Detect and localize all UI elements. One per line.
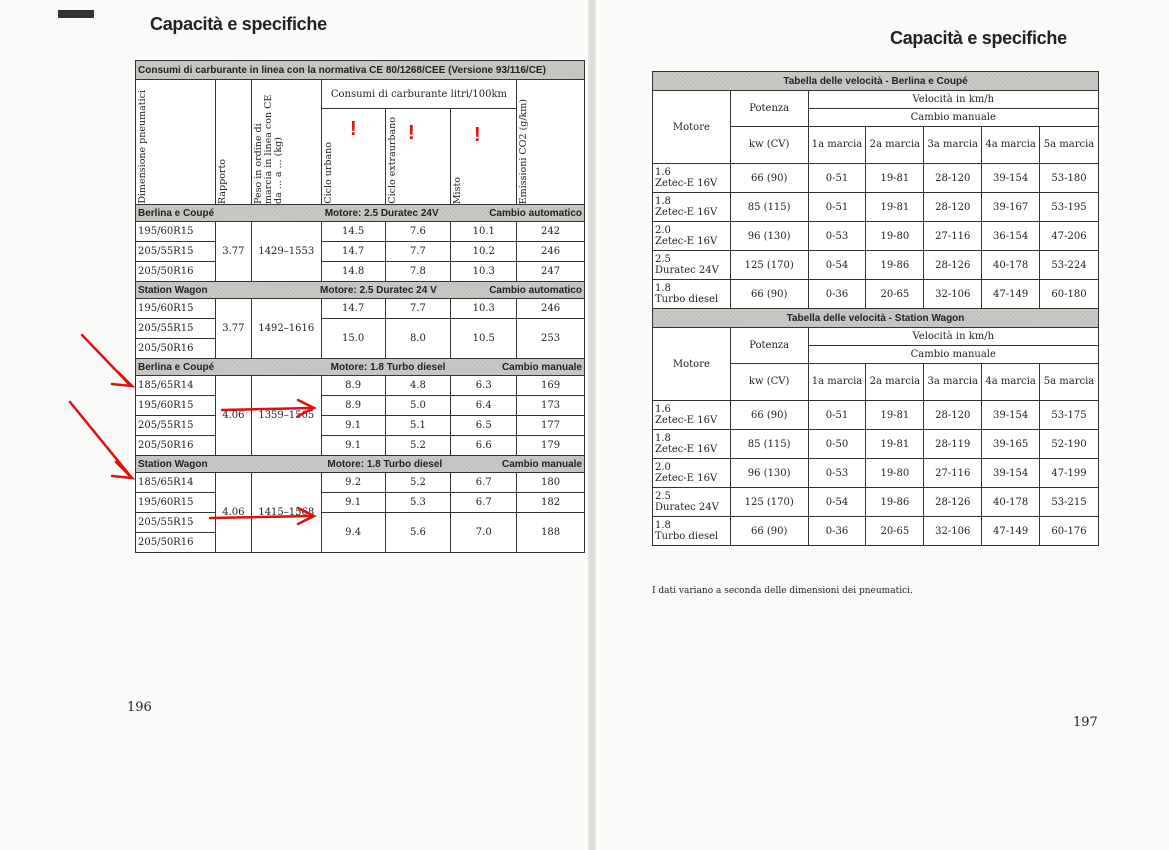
- table-row: 205/50R16 9.1 5.2 6.6 179: [136, 436, 585, 456]
- col-gear: 5a marcia: [1040, 126, 1099, 163]
- col-gear: 4a marcia: [982, 126, 1040, 163]
- table-row: 195/60R15 3.77 1429–1553 14.5 7.6 10.1 242: [136, 222, 585, 242]
- table-row: 1.6 Zetec-E 16V 66 (90) 0-51 19-81 28-120 39-154 53-180: [653, 164, 1099, 193]
- exclaim-mark-extra: !: [408, 122, 415, 144]
- left-page-number: 196: [127, 700, 152, 715]
- col-co2: Emissioni CO2 (g/km): [518, 98, 530, 204]
- page-gutter: [588, 0, 596, 850]
- table-row: 1.8 Zetec-E 16V 85 (115) 0-51 19-81 28-120 39-167 53-195: [653, 193, 1099, 222]
- col-gear: 1a marcia: [808, 126, 866, 163]
- tyre-note: I dati variano a seconda delle dimensioni dei pneumatici.: [652, 586, 913, 596]
- col-speed: Velocità in km/h: [808, 91, 1098, 109]
- table-row: 2.0 Zetec-E 16V 96 (130) 0-53 19-80 27-116 36-154 47-206: [653, 222, 1099, 251]
- col-gear: 3a marcia: [924, 363, 982, 400]
- red-arrow-shaft: [222, 408, 312, 410]
- col-gear: 2a marcia: [866, 363, 924, 400]
- table-row: 1.6 Zetec-E 16V 66 (90) 0-51 19-81 28-120 39-154 53-175: [653, 401, 1099, 430]
- consumption-table-title: Consumi di carburante in linea con la normativa CE 80/1268/CEE (Versione 93/116/CE): [136, 61, 585, 80]
- table-row: 205/55R15 14.7 7.7 10.2 246: [136, 242, 585, 262]
- col-gear: 2a marcia: [866, 126, 924, 163]
- right-page-title: Capacità e specifiche: [890, 28, 1067, 48]
- col-weight: Peso in ordine di marcia in linea con CE da ... a ... (kg): [252, 94, 284, 204]
- table-row: 2.5 Duratec 24V 125 (170) 0-54 19-86 28-126 40-178 53-215: [653, 488, 1099, 517]
- table-row: 185/65R14 4.06 1415–1568 9.2 5.2 6.7 180: [136, 473, 585, 493]
- section-header: Berlina e Coupé Motore: 1.8 Turbo diesel Cambio manuale: [136, 359, 585, 376]
- col-power: Potenza: [730, 91, 808, 127]
- red-arrow-head: [112, 372, 132, 386]
- section-header: Station Wagon Motore: 2.5 Duratec 24 V Cambio automatico: [136, 282, 585, 299]
- table-row: 205/50R16 14.8 7.8 10.3 247: [136, 262, 585, 282]
- left-page-title: Capacità e specifiche: [150, 14, 327, 34]
- table-row: 1.8 Turbo diesel 66 (90) 0-36 20-65 32-106 47-149 60-176: [653, 517, 1099, 546]
- table-row: 195/60R15 8.9 5.0 6.4 173: [136, 396, 585, 416]
- table-row: 2.5 Duratec 24V 125 (170) 0-54 19-86 28-126 40-178 53-224: [653, 251, 1099, 280]
- table-row: 205/50R16: [136, 533, 585, 553]
- col-tyre: Dimensione pneumatici: [137, 90, 148, 204]
- exclaim-mark-urban: !: [350, 118, 357, 140]
- section-header: Berlina e Coupé Motore: 2.5 Duratec 24V Cambio automatico: [136, 205, 585, 222]
- col-consumption-group: Consumi di carburante litri/100km: [321, 80, 516, 109]
- right-page-number: 197: [1073, 715, 1098, 730]
- table-row: 205/55R15 9.1 5.1 6.5 177: [136, 416, 585, 436]
- table-row: 205/55R15 9.4 5.6 7.0 188: [136, 513, 585, 533]
- col-mixed: Misto: [452, 176, 464, 204]
- table-row: 205/55R15 15.0 8.0 10.5 253: [136, 319, 585, 339]
- exclaim-mark-mixed: !: [474, 124, 481, 146]
- table-row: 205/50R16: [136, 339, 585, 359]
- col-speed: Velocità in km/h: [808, 328, 1098, 346]
- col-gear: 5a marcia: [1040, 363, 1099, 400]
- col-urban: Ciclo urbano: [322, 142, 334, 204]
- col-gearbox: Cambio manuale: [808, 345, 1098, 363]
- col-gear: 1a marcia: [808, 363, 866, 400]
- col-gearbox: Cambio manuale: [808, 108, 1098, 126]
- col-power: Potenza: [730, 328, 808, 364]
- red-arrow-shaft: [210, 516, 312, 518]
- red-annotations: [60, 110, 380, 530]
- speed-table-title: Tabella delle velocità - Berlina e Coupé: [653, 72, 1099, 91]
- col-gear: 3a marcia: [924, 126, 982, 163]
- col-power-unit: kw (CV): [730, 363, 808, 400]
- table-row: 185/65R14 4.06 1359–1505 8.9 4.8 6.3 169: [136, 376, 585, 396]
- red-arrow-shaft: [70, 402, 132, 478]
- table-row: 2.0 Zetec-E 16V 96 (130) 0-53 19-80 27-116 39-154 47-199: [653, 459, 1099, 488]
- table-row: 1.8 Zetec-E 16V 85 (115) 0-50 19-81 28-119 39-165 52-190: [653, 430, 1099, 459]
- table-row: 195/60R15 3.77 1492–1616 14.7 7.7 10.3 246: [136, 299, 585, 319]
- col-extra-urban: Ciclo extraurbano: [386, 117, 398, 204]
- table-row: 1.8 Turbo diesel 66 (90) 0-36 20-65 32-106 47-149 60-180: [653, 280, 1099, 309]
- col-engine: Motore: [653, 328, 731, 401]
- speed-table: [652, 71, 1099, 546]
- section-tab-mark: [58, 10, 94, 18]
- col-power-unit: kw (CV): [730, 126, 808, 163]
- col-engine: Motore: [653, 91, 731, 164]
- col-gear: 4a marcia: [982, 363, 1040, 400]
- col-ratio: Rapporto: [216, 159, 228, 204]
- speed-table-title: Tabella delle velocità - Station Wagon: [653, 309, 1099, 328]
- section-header: Station Wagon Motore: 1.8 Turbo diesel Cambio manuale: [136, 456, 585, 473]
- table-row: 195/60R15 9.1 5.3 6.7 182: [136, 493, 585, 513]
